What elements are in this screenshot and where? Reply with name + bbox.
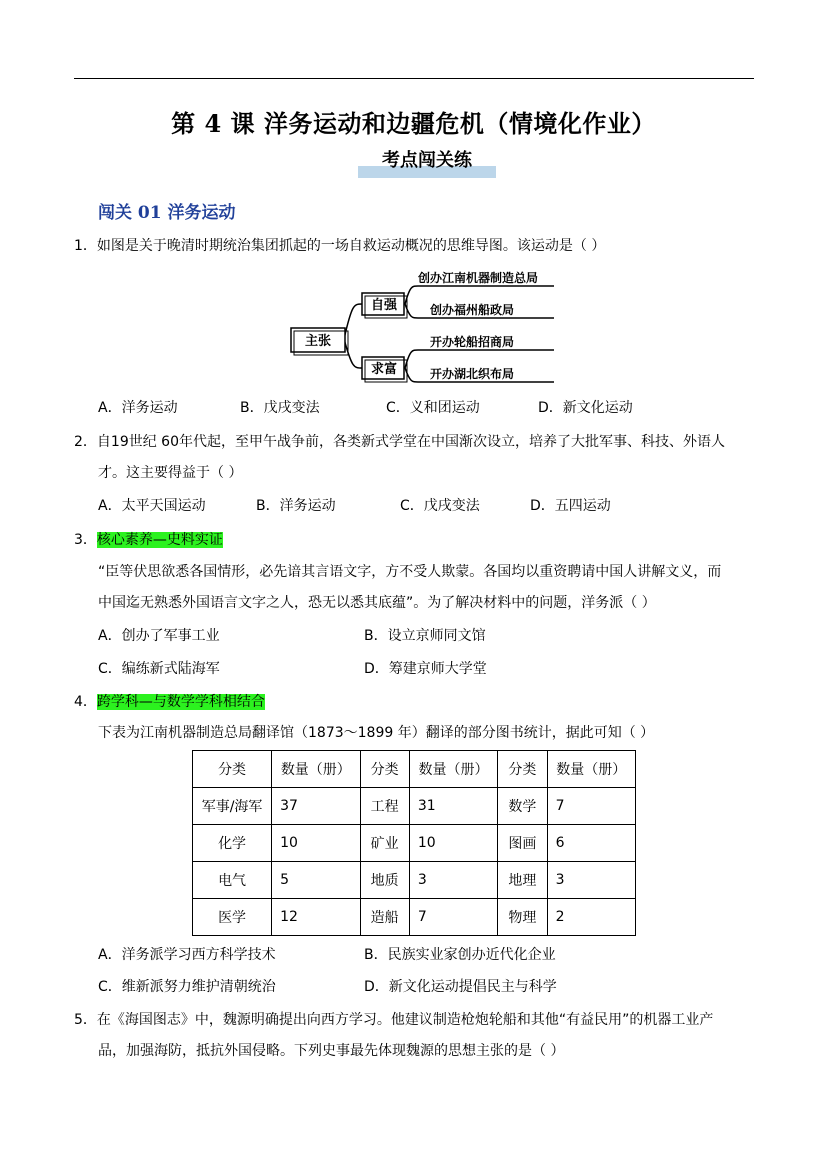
mind-map-connector <box>344 304 362 339</box>
table-cell: 物理 <box>498 899 547 936</box>
table-cell: 5 <box>272 862 360 899</box>
mind-map-branch-label: 自强 <box>370 298 398 313</box>
table-cell: 矿业 <box>360 825 409 862</box>
mind-map-leaf: 创办江南机器制造总局 <box>418 271 539 285</box>
mind-map-connector <box>405 286 554 304</box>
q2-stem-line2: 才。这主要得益于（ ） <box>98 465 243 481</box>
table-cell: 7 <box>409 899 497 936</box>
q3-option-c: C．编练新式陆海军 <box>98 661 220 677</box>
table-header-cell: 分类 <box>193 751 272 788</box>
q5-stem-line1: 5．在《海国图志》中，魏源明确提出向西方学习。他建议制造枪炮轮船和其他“有益民用”的机器工业产 <box>74 1012 714 1028</box>
q3-number: 3． <box>74 532 97 548</box>
table-cell: 电气 <box>193 862 272 899</box>
mind-map-root-label: 主张 <box>304 334 332 349</box>
q5-stem-line2: 品，加强海防，抵抗外国侵略。下列史事最先体现魏源的思想主张的是（ ） <box>98 1043 565 1059</box>
badge-label: 考点闯关练 <box>382 150 472 171</box>
table-cell: 10 <box>272 825 360 862</box>
table-header-cell: 分类 <box>360 751 409 788</box>
mind-map-root <box>291 328 348 355</box>
table-row <box>193 862 636 899</box>
table-cell: 2 <box>547 899 635 936</box>
q4-tag: 跨学科—与数学学科相结合 <box>96 694 265 710</box>
q4-intro: 下表为江南机器制造总局翻译馆（1873～1899 年）翻译的部分图书统计，据此可知（ ） <box>98 725 655 741</box>
table-cell: 3 <box>409 862 497 899</box>
q1-option-b: B．戊戌变法 <box>240 400 320 416</box>
table-cell: 医学 <box>193 899 272 936</box>
q3-quote-line1: “臣等伏思欲悉各国情形，必先谙其言语文字，方不受人欺蒙。各国均以重资聘请中国人讲解文义，而 <box>98 564 722 580</box>
mind-map-branch <box>362 357 407 382</box>
q4-option-b: B．民族实业家创办近代化企业 <box>364 947 556 963</box>
header-rule <box>74 78 754 79</box>
q1-option-c: C．义和团运动 <box>386 400 480 416</box>
table-cell: 数学 <box>498 788 547 825</box>
book-stats-table <box>192 750 636 936</box>
table-cell: 10 <box>409 825 497 862</box>
mind-map-branch <box>362 293 407 318</box>
section-title: 闯关 01 洋务运动 <box>98 203 236 223</box>
q4-option-c: C．维新派努力维护清朝统治 <box>98 979 276 995</box>
table-header-cell: 数量（册） <box>547 751 635 788</box>
q4-option-d: D．新文化运动提倡民主与科学 <box>364 979 557 995</box>
table-header-cell: 数量（册） <box>272 751 360 788</box>
mind-map-leaf: 开办轮船招商局 <box>430 335 515 349</box>
table-header-cell: 分类 <box>498 751 547 788</box>
q2-option-c: C．戊戌变法 <box>400 498 480 514</box>
section-badge <box>358 148 496 178</box>
table-cell: 军事/海军 <box>193 788 272 825</box>
mind-map-branch-label: 求富 <box>370 362 398 377</box>
table-cell: 6 <box>547 825 635 862</box>
page-title: 第 4 课 洋务运动和边疆危机（情境化作业） <box>171 109 656 138</box>
table-header-cell: 数量（册） <box>409 751 497 788</box>
table-row <box>193 788 636 825</box>
table-cell: 31 <box>409 788 497 825</box>
table-cell: 工程 <box>360 788 409 825</box>
table-header-row <box>193 751 636 788</box>
mind-map <box>288 264 558 388</box>
table-row <box>193 899 636 936</box>
table-cell: 7 <box>547 788 635 825</box>
q3-option-a: A．创办了军事工业 <box>98 628 220 644</box>
table-cell: 37 <box>272 788 360 825</box>
table-cell: 化学 <box>193 825 272 862</box>
mind-map-leaf: 开办湖北织布局 <box>430 367 515 381</box>
mind-map-connector <box>405 350 554 368</box>
q1-option-a: A．洋务运动 <box>98 400 178 416</box>
q4-header <box>74 692 265 712</box>
table-cell: 地理 <box>498 862 547 899</box>
table-cell: 12 <box>272 899 360 936</box>
q2-option-d: D．五四运动 <box>530 498 611 514</box>
q3-tag: 核心素养—史料实证 <box>96 532 223 548</box>
mind-map-connector <box>344 339 362 368</box>
table-row <box>193 825 636 862</box>
q3-header <box>74 530 223 550</box>
q4-option-a: A．洋务派学习西方科学技术 <box>98 947 276 963</box>
table-cell: 3 <box>547 862 635 899</box>
q1-option-d: D．新文化运动 <box>538 400 633 416</box>
q2-option-b: B．洋务运动 <box>256 498 336 514</box>
q3-option-d: D．筹建京师大学堂 <box>364 661 487 677</box>
q2-stem-line1: 2．自19世纪 60年代起，至甲午战争前，各类新式学堂在中国渐次设立，培养了大批军事、科技、外语人 <box>74 434 725 450</box>
mind-map-leaf: 创办福州船政局 <box>430 303 515 317</box>
table-cell: 地质 <box>360 862 409 899</box>
table-cell: 图画 <box>498 825 547 862</box>
q2-option-a: A．太平天国运动 <box>98 498 206 514</box>
q4-number: 4． <box>74 694 97 710</box>
table-cell: 造船 <box>360 899 409 936</box>
q1-stem: 1．如图是关于晚清时期统治集团抓起的一场自救运动概况的思维导图。该运动是（ ） <box>74 238 606 254</box>
q3-quote-line2: 中国迄无熟悉外国语言文字之人，恐无以悉其底蕴”。为了解决材料中的问题，洋务派（ ） <box>98 595 656 611</box>
q3-option-b: B．设立京师同文馆 <box>364 628 486 644</box>
